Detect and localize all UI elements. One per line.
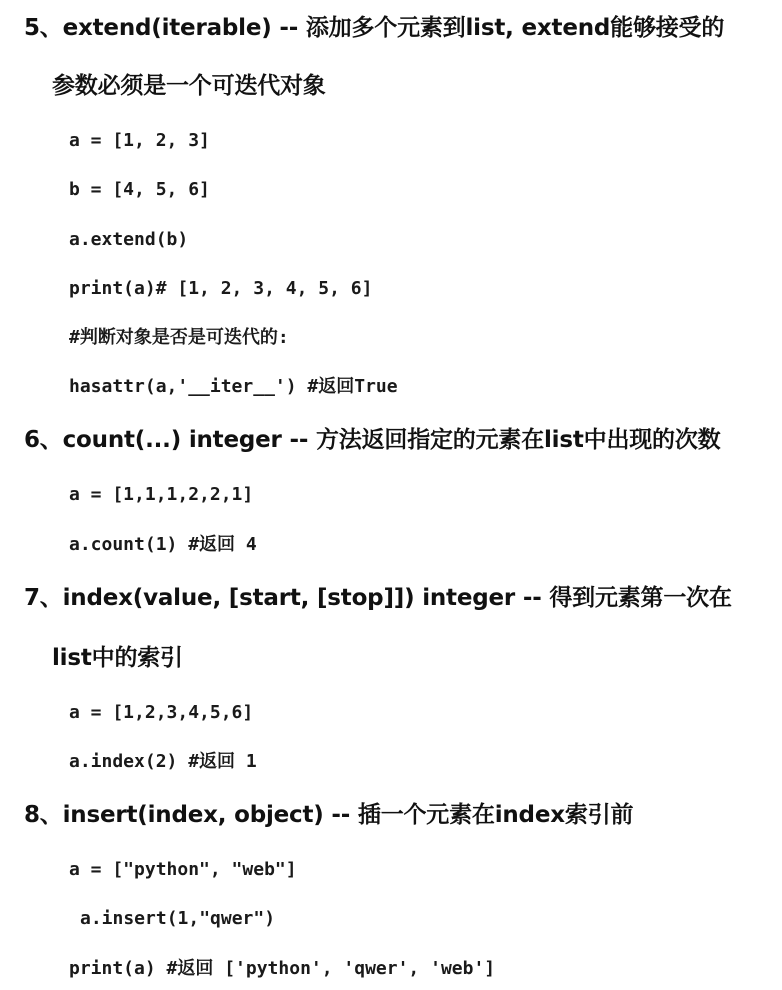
section-5-code-line-5: #判断对象是否是可迭代的: (69, 327, 289, 348)
section-8-heading: 8、insert(index, object) -- 插一个元素在index索引前 (24, 802, 634, 828)
section-5-heading-line1: 5、extend(iterable) -- 添加多个元素到list, extend能够接受的 (24, 15, 725, 41)
section-8-code-line-1: a = ["python", "web"] (69, 859, 297, 880)
section-5-code-line-3: a.extend(b) (69, 229, 189, 250)
section-7-code-line-1: a = [1,2,3,4,5,6] (69, 702, 254, 723)
section-6-code-line-2: a.count(1) #返回 4 (69, 534, 257, 555)
section-8-code-line-2: a.insert(1,"qwer") (80, 908, 276, 929)
section-7-heading-line2: list中的索引 (52, 645, 183, 671)
section-5-heading-line2: 参数必须是一个可迭代对象 (52, 73, 326, 99)
section-5-code-line-1: a = [1, 2, 3] (69, 130, 210, 151)
section-7-code-line-2: a.index(2) #返回 1 (69, 751, 257, 772)
section-6-code-line-1: a = [1,1,1,2,2,1] (69, 484, 254, 505)
section-5-code-line-6: hasattr(a,'__iter__') #返回True (69, 376, 398, 397)
section-7-heading-line1: 7、index(value, [start, [stop]]) integer -- 得到元素第一次在 (24, 585, 732, 611)
section-8-code-line-3: print(a) #返回 ['python', 'qwer', 'web'] (69, 958, 496, 979)
section-5-code-line-2: b = [4, 5, 6] (69, 179, 210, 200)
section-6-heading: 6、count(...) integer -- 方法返回指定的元素在list中出现的次数 (24, 427, 721, 453)
section-5-code-line-4: print(a)# [1, 2, 3, 4, 5, 6] (69, 278, 373, 299)
